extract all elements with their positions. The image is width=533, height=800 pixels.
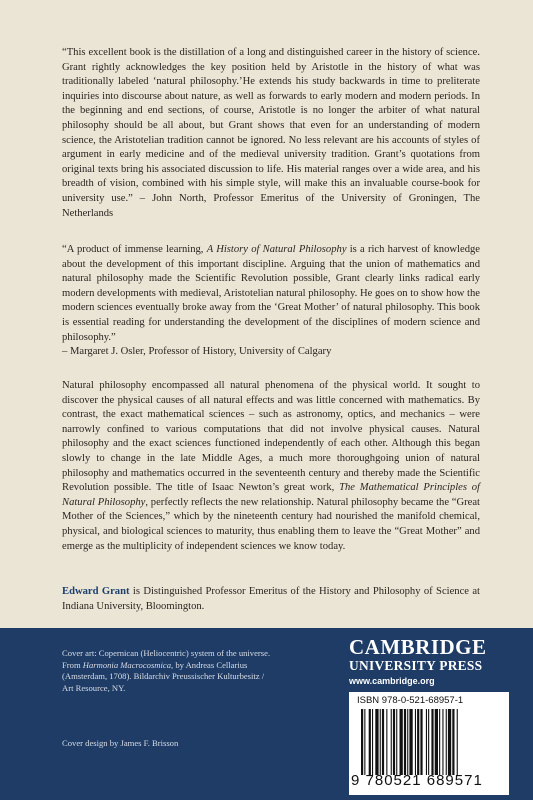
barcode-bar — [396, 709, 397, 775]
barcode-bar — [446, 709, 447, 775]
isbn-label: ISBN 978-0-521-68957-1 — [357, 695, 464, 706]
author-bio: Edward Grant is Distinguished Professor Emeritus of the History and Philosophy of Science at Indiana University, Bloomington. — [62, 586, 481, 612]
barcode-bar — [415, 709, 416, 775]
cover-design-credit: Cover design by James F. Brisson — [62, 738, 179, 748]
publisher-panel — [0, 628, 533, 800]
barcode-bar — [404, 709, 406, 775]
review-osler: “A product of immense learning, A History of Natural Philosophy is a rich harvest of knowledge about the development of this important discipline. Arguing that the union of mathematics and natural philosophy made the Scientific Revolution possible, Grant clearly links radical early modern developments with medieval, Aristotelian natural philosophy. He goes on to show how the modern sciences eventually broke away from the ‘Great Mother’ of natural philosophy. This book is essential reading for understanding the development of the disciplines of modern science and philosophy.” – Margaret J. Osler, Professor of History, University of Calgary — [62, 244, 480, 358]
publisher-url: www.cambridge.org — [349, 676, 435, 686]
cover-art-credit: Cover art: Copernican (Heliocentric) system of the universe. From Harmonia Macrocosmica, by Andreas Cellarius (Amsterdam, 1708). Bildarchiv Preussischer Kulturbesitz / Art Resource, NY. — [62, 648, 271, 693]
book-title: A History of Natural Philosophy — [206, 244, 347, 255]
barcode-bar — [386, 709, 387, 775]
barcode-bar — [420, 709, 422, 775]
barcode-bar — [452, 709, 454, 775]
barcode-bar — [439, 709, 440, 775]
barcode-bar — [400, 709, 403, 775]
barcode-bar — [409, 709, 412, 775]
barcode-bar — [428, 709, 429, 775]
barcode-bar — [435, 709, 438, 775]
barcode-bar — [457, 709, 458, 775]
barcode-bar — [382, 709, 384, 775]
barcode-bar — [417, 709, 419, 775]
barcode-digits: 9 780521 689571 — [351, 772, 483, 789]
review-osler-attribution: – Margaret J. Osler, Professor of History, University of Calgary — [62, 346, 332, 358]
publisher-logo — [349, 630, 499, 686]
barcode-bar — [380, 709, 381, 775]
barcode-bar — [393, 709, 395, 775]
barcode-bar — [442, 709, 443, 775]
publisher-name: CAMBRIDGE — [349, 635, 487, 659]
barcode-bar — [361, 709, 363, 775]
book-description: Natural philosophy encompassed all natural phenomena of the physical world. It sought to discover the physical causes of all natural effects and was little concerned with mathematics. By contrast, the exact mathematical sciences – such as astronomy, optics, and mechanics – were narrowly confined to various computations that did not involve physical causes. Natural philosophy and the exact sciences functioned independently of each other. Although this began slowly to change in the late Middle Ages, a much more thoroughgoing union of natural philosophy and mathematics occurred in the seventeenth century and thereby made the Scientific Revolution possible. The title of Isaac Newton’s great work, The Mathematical Principles of Natural Philosophy, perfectly reflects the new relationship. Natural philosophy became the “Great Mother of the Sciences,” which by the nineteenth century had nourished the manifold chemical, physical, and biological sciences to maturity, thus enabling them to leave the “Great Mother” and emerge as the multiplicity of independent sciences we know today. — [62, 380, 480, 552]
isbn-barcode — [349, 692, 509, 795]
barcode-bar — [426, 709, 427, 775]
barcode-bar — [448, 709, 451, 775]
barcode-bar — [375, 709, 378, 775]
publisher-subtitle: UNIVERSITY PRESS — [349, 658, 483, 673]
review-north-attribution: – John North, Professor Emeritus of the University of Groningen, The Netherlands — [62, 192, 481, 219]
barcode-bar — [364, 709, 365, 775]
barcode-bar — [407, 709, 408, 775]
barcode-bar — [391, 709, 392, 775]
barcode-bar — [369, 709, 371, 775]
review-north: “This excellent book is the distillation of a long and distinguished career in the history of science. Grant rightly acknowledges the key position held by Aristotle in the history of what was traditionally labeled ‘natural philosophy.’He extends his study backwards in time to preliterate inquiries into discourse about nature, as well as forwards to early modern and modern periods. In the beginning and end sections, of course, Aristotle is no longer the arbiter of what natural philosophy should be all about, but Grant shows that even for an understanding of modern science, the Aristotelian tradition cannot be ignored. No less relevant are his accounts of styles of argument in early medicine and of the medieval university tradition. Grant’s quotations from original texts bring his associated discussion to life. His material ranges over a wide area, and his breadth of vision, combined with his simple style, will make this an invaluable course-book for university use.” – John North, Professor Emeritus of the University of Groningen, The Netherlands — [62, 47, 481, 219]
author-name: Edward Grant — [62, 586, 130, 597]
newton-work-title: The Mathematical Principles of Natural Philosophy — [62, 482, 480, 508]
art-source-title: Harmonia Macrocosmica — [82, 659, 172, 670]
barcode-bar — [372, 709, 373, 775]
barcode-bar — [431, 709, 433, 775]
barcode-bars — [361, 709, 501, 775]
